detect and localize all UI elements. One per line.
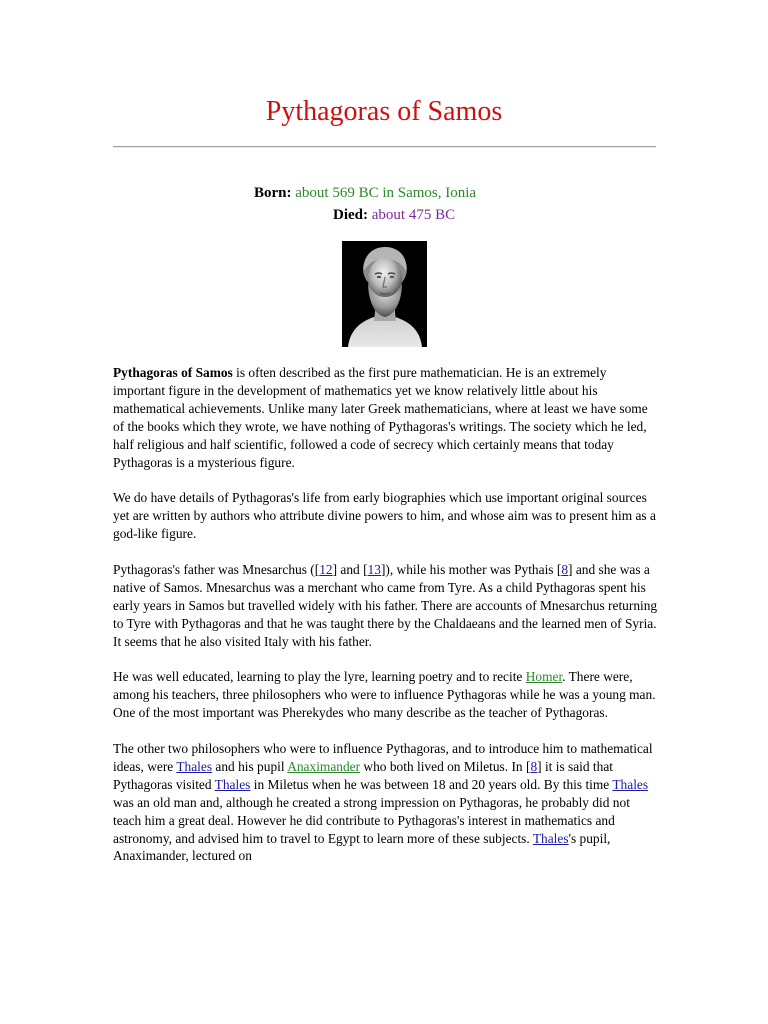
died-line [333,206,455,224]
homer-link[interactable]: Homer [525,669,563,685]
paragraph-text: 's pupil, Anaximander, lectured on [113,830,611,864]
paragraph-text: ] and [ [332,561,368,577]
born-label: Born: [254,185,292,201]
reference-link-8[interactable]: 8 [561,561,569,577]
paragraph-text: and his pupil [212,758,288,774]
reference-link-8[interactable]: 8 [530,758,538,774]
paragraph-text: Pythagoras's father was Mnesarchus ([ [113,561,320,577]
paragraph-text: who both lived on Miletus. In [ [360,758,531,774]
thales-link[interactable]: Thales [612,776,649,792]
paragraph-text: ] and she was a native of Samos. Mnesarchus was a merchant who came from Tyre. As a child Pythagoras spent his early years in Samos but travelled widely with his father. There are accounts of Mnesarchus returning to Tyre with Pythagoras and that he was taught there by the Chaldaeans and the learned men of Syria. It seems that he also visited Italy with his father. [113,561,658,649]
bust-portrait-icon [342,241,427,347]
died-label: Died: [333,207,368,223]
born-value: about 569 BC in Samos, Ionia [295,185,477,201]
paragraph-intro [113,364,658,471]
page-title: Pythagoras of Samos [265,96,503,127]
paragraph-text: We do have details of Pythagoras's life from early biographies which use important original sources yet are written by authors who attribute divine powers to him, and whose aim was to present him as a god-like figure. [113,490,656,542]
paragraph-text: ] it is said that Pythagoras visited [113,758,614,792]
paragraph-text: was an old man and, although he created a strong impression on Pythagoras, he probably did not teach him a great deal. However he did contribute to Pythagoras's interest in mathematics and astronomy, and advised him to travel to Egypt to learn more of these subjects. [113,794,630,846]
paragraph-text: is often described as the first pure mathematician. He is an extremely important figure in the development of mathematics yet we know relatively little about his mathematical achievements. Unlike many later Greek mathematicians, where at least we have some of the books which they wrote, we have nothing of Pythagoras's writings. The society which he led, half religious and half scientific, followed a code of secrecy which certainly means that today Pythagoras is a mysterious figure. [113,365,648,470]
paragraph-text: The other two philosophers who were to influence Pythagoras, and to introduce him to mathematical ideas, were [113,740,653,774]
bust-portrait-image [342,241,427,347]
paragraph-text: in Miletus when he was between 18 and 20 years old. By this time [250,776,613,792]
article-body [113,364,658,883]
reference-link-12[interactable]: 12 [319,561,333,577]
paragraph-parents [113,561,658,651]
thales-link[interactable]: Thales [532,830,569,846]
paragraph-text: He was well educated, learning to play the lyre, learning poetry and to recite [113,669,526,685]
reference-link-13[interactable]: 13 [367,561,381,577]
paragraph-biographies [113,489,658,543]
subject-name: Pythagoras of Samos [113,365,233,380]
paragraph-influences [113,740,658,865]
paragraph-text: . There were, among his teachers, three philosophers who were to influence Pythagoras while he was a young man. One of the most important was Pherekydes who many describe as the teacher of Pythagoras. [113,669,656,721]
anaximander-link[interactable]: Anaximander [287,758,361,774]
thales-link[interactable]: Thales [176,758,213,774]
thales-link[interactable]: Thales [214,776,251,792]
horizontal-divider [113,146,656,148]
paragraph-education [113,668,658,722]
born-line [254,184,476,202]
paragraph-text: ]), while his mother was Pythais [ [380,561,562,577]
died-value: about 475 BC [371,207,456,223]
